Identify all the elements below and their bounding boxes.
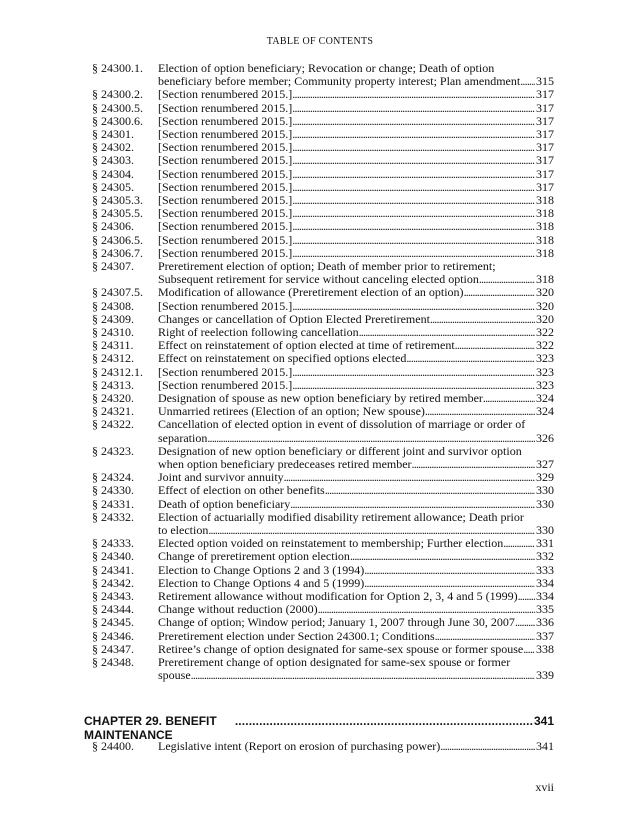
leader-dots: [520, 75, 535, 88]
leader-dots: [207, 432, 535, 445]
page-ref: 334: [536, 575, 554, 590]
section-title: Election of option beneficiary; Revocation or change; Death of option: [158, 61, 495, 75]
section-title: [Section renumbered 2015.]: [158, 140, 293, 155]
section-number: § 24312.1.: [92, 364, 143, 379]
leader-dots: [364, 564, 535, 577]
page-ref: 332: [536, 549, 554, 564]
section-title: spouse: [158, 668, 191, 683]
section-title: beneficiary before member; Community property interest; Plan amendment: [158, 74, 521, 89]
section-number: § 24305.: [92, 179, 134, 194]
leader-dots: [515, 616, 535, 629]
leader-dots: [292, 141, 535, 154]
section-number: § 24323.: [92, 443, 134, 458]
section-title: Change of preretirement option election: [158, 549, 350, 564]
leader-dots: [350, 550, 535, 563]
section-number: § 24320.: [92, 391, 134, 405]
page-ref: 317: [536, 153, 554, 168]
leader-dots: [518, 590, 535, 603]
page-ref: 315: [536, 74, 554, 89]
section-title: Joint and survivor annuity: [158, 470, 284, 485]
section-number: § 24322.: [92, 417, 134, 432]
section-number: § 24306.: [92, 219, 134, 234]
leader-dots: [464, 286, 535, 299]
section-number: § 24400.: [92, 739, 134, 753]
section-number: § 24310.: [92, 325, 134, 339]
section-title: Unmarried retirees (Election of an option; New spouse): [158, 404, 425, 419]
page-ref: 317: [536, 166, 554, 181]
section-title: Effect on reinstatement on specified options elected: [158, 351, 407, 366]
section-title: Modification of allowance (Preretirement election of an option): [158, 285, 464, 300]
page-ref: 317: [536, 100, 554, 115]
leader-dots: [191, 669, 535, 682]
page-ref: 336: [536, 615, 554, 630]
section-title: [Section renumbered 2015.]: [158, 245, 293, 260]
section-title: [Section renumbered 2015.]: [158, 206, 293, 221]
leader-dots: [503, 537, 535, 550]
page-ref: 320: [536, 311, 554, 326]
page-ref: 323: [536, 377, 554, 392]
section-title: [Section renumbered 2015.]: [158, 377, 293, 392]
section-title: Retiree’s change of option designated for same-sex spouse or former spouse: [158, 641, 524, 656]
section-number: § 24305.3.: [92, 193, 143, 207]
leader-dots: [292, 154, 535, 167]
section-number: § 24306.7.: [92, 245, 143, 260]
leader-dots: [425, 405, 535, 418]
leader-dots: [435, 630, 535, 643]
leader-dots: [325, 484, 535, 497]
section-number: § 24311.: [92, 338, 134, 353]
section-number: § 24343.: [92, 589, 134, 603]
section-title: Retirement allowance without modification for Option 2, 3, 4 and 5 (1999): [158, 589, 518, 603]
page-ref: 318: [536, 219, 554, 234]
leader-dots: [440, 740, 535, 753]
section-number: § 24324.: [92, 470, 134, 485]
page-ref: 320: [536, 285, 554, 300]
section-title: Changes or cancellation of Option Elected Preretirement: [158, 311, 430, 326]
section-title: Elected option voided on reinstatement to membership; Further election: [158, 536, 504, 551]
page-ref: 318: [536, 232, 554, 247]
page-ref: 317: [536, 87, 554, 102]
section-number: § 24346.: [92, 628, 134, 643]
chapter-page: 341: [533, 714, 554, 728]
section-number: § 24331.: [92, 496, 134, 511]
section-number: § 24307.5.: [92, 285, 143, 300]
page-ref: 324: [536, 404, 554, 419]
section-title: Subsequent retirement for service without canceling elected option: [158, 272, 479, 287]
section-title: Preretirement election under Section 24300.1; Conditions: [158, 628, 435, 643]
leader-dots: [292, 168, 535, 181]
section-number: § 24308.: [92, 298, 134, 313]
section-title: Designation of new option beneficiary or different joint and survivor option: [158, 443, 522, 458]
leader-dots: [455, 339, 535, 352]
section-title: Legislative intent (Report on erosion of purchasing power): [158, 739, 441, 753]
section-number: § 24307.: [92, 259, 134, 273]
section-number: § 24313.: [92, 377, 134, 392]
section-number: § 24333.: [92, 536, 134, 551]
section-number: § 24330.: [92, 483, 134, 498]
leader-dots: [292, 128, 535, 141]
leader-dots: [292, 220, 535, 233]
page-ref: 330: [536, 483, 554, 498]
section-title: [Section renumbered 2015.]: [158, 364, 293, 379]
leader-dots: [235, 714, 534, 742]
leader-dots: [523, 643, 535, 656]
leader-dots: [292, 207, 535, 220]
page-ref: 334: [536, 589, 554, 603]
leader-dots: [284, 471, 535, 484]
section-title: Cancellation of elected option in event of dissolution of marriage or order of: [158, 417, 526, 432]
section-title: Election to Change Options 2 and 3 (1994): [158, 562, 365, 577]
leader-dots: [483, 392, 535, 405]
section-number: § 24345.: [92, 615, 134, 630]
section-title: Preretirement change of option designated for same-sex spouse or former: [158, 655, 511, 669]
section-number: § 24300.5.: [92, 100, 143, 115]
section-title: [Section renumbered 2015.]: [158, 100, 293, 115]
section-number: § 24309.: [92, 311, 134, 326]
page-ref: 320: [536, 298, 554, 313]
leader-dots: [479, 273, 535, 286]
page-ref: 337: [536, 628, 554, 643]
leader-dots: [292, 194, 535, 207]
section-number: § 24300.1.: [92, 61, 143, 75]
leader-dots: [364, 577, 535, 590]
page-ref: 318: [536, 245, 554, 260]
page-ref: 317: [536, 113, 554, 128]
page-ref: 318: [536, 193, 554, 207]
leader-dots: [290, 498, 535, 511]
section-title: Change without reduction (2000): [158, 602, 318, 617]
leader-dots: [292, 300, 535, 313]
page-ref: 338: [536, 641, 554, 656]
section-number: § 24341.: [92, 562, 134, 577]
section-number: § 24342.: [92, 575, 134, 590]
leader-dots: [412, 458, 535, 471]
section-number: § 24348.: [92, 655, 134, 669]
page-ref: 327: [536, 457, 554, 471]
section-title: [Section renumbered 2015.]: [158, 219, 293, 234]
section-number: § 24300.6.: [92, 113, 143, 128]
section-title: Death of option beneficiary: [158, 496, 291, 511]
page-ref: 318: [536, 206, 554, 221]
section-title: Right of reelection following cancellation: [158, 325, 359, 339]
leader-dots: [359, 326, 535, 339]
section-title: [Section renumbered 2015.]: [158, 232, 293, 247]
section-title: [Section renumbered 2015.]: [158, 87, 293, 102]
section-number: § 24304.: [92, 166, 134, 181]
section-title: [Section renumbered 2015.]: [158, 298, 293, 313]
page-ref: 330: [536, 523, 554, 537]
section-number: § 24312.: [92, 351, 134, 366]
section-title: to election: [158, 523, 209, 537]
section-number: § 24301.: [92, 127, 134, 141]
section-number: § 24306.5.: [92, 232, 143, 247]
section-title: [Section renumbered 2015.]: [158, 179, 293, 194]
page-ref: 322: [536, 338, 554, 353]
leader-dots: [430, 313, 535, 326]
leader-dots: [292, 247, 535, 260]
section-title: separation: [158, 430, 208, 445]
chapter-title: CHAPTER 29. BENEFIT MAINTENANCE: [84, 714, 217, 742]
leader-dots: [406, 352, 535, 365]
page-ref: 331: [536, 536, 554, 551]
section-title: Designation of spouse as new option beneficiary by retired member: [158, 391, 483, 405]
page-ref: 329: [536, 470, 554, 485]
page-ref: 323: [536, 364, 554, 379]
page-ref: 317: [536, 179, 554, 194]
running-header: TABLE OF CONTENTS: [266, 36, 374, 47]
section-number: § 24332.: [92, 509, 134, 524]
leader-dots: [292, 102, 535, 115]
section-title: Effect of election on other benefits: [158, 483, 325, 498]
section-title: when option beneficiary predeceases retired member: [158, 457, 412, 471]
page-ref: 339: [536, 668, 554, 683]
page-ref: 317: [536, 140, 554, 155]
section-number: § 24340.: [92, 549, 134, 564]
page-ref: 317: [536, 127, 554, 141]
page-ref: 341: [536, 739, 554, 753]
leader-dots: [292, 379, 535, 392]
leader-dots: [292, 115, 535, 128]
section-number: § 24302.: [92, 140, 134, 155]
section-title: [Section renumbered 2015.]: [158, 113, 293, 128]
leader-dots: [292, 366, 535, 379]
page-number: xvii: [535, 780, 554, 794]
section-title: Preretirement election of option; Death of member prior to retirement;: [158, 259, 496, 273]
section-number: § 24321.: [92, 404, 134, 419]
page-ref: 323: [536, 351, 554, 366]
leader-dots: [292, 88, 535, 101]
page-ref: 335: [536, 602, 554, 617]
section-title: [Section renumbered 2015.]: [158, 127, 293, 141]
page-ref: 326: [536, 430, 554, 445]
section-number: § 24347.: [92, 641, 134, 656]
section-title: Change of option; Window period; January 1, 2007 through June 30, 2007: [158, 615, 515, 630]
page-ref: 333: [536, 562, 554, 577]
page-ref: 330: [536, 496, 554, 511]
page-ref: 324: [536, 391, 554, 405]
section-number: § 24305.5.: [92, 206, 143, 221]
leader-dots: [292, 234, 535, 247]
leader-dots: [318, 603, 535, 616]
section-number: § 24303.: [92, 153, 134, 168]
section-title: Election of actuarially modified disability retirement allowance; Death prior: [158, 509, 524, 524]
section-title: Effect on reinstatement of option elected at time of retirement: [158, 338, 455, 353]
page-ref: 318: [536, 272, 554, 287]
page-ref: 322: [536, 325, 554, 339]
section-title: Election to Change Options 4 and 5 (1999): [158, 575, 365, 590]
section-title: [Section renumbered 2015.]: [158, 153, 293, 168]
leader-dots: [208, 524, 535, 537]
leader-dots: [292, 181, 535, 194]
section-title: [Section renumbered 2015.]: [158, 193, 293, 207]
section-title: [Section renumbered 2015.]: [158, 166, 293, 181]
chapter-heading: [84, 714, 554, 742]
section-number: § 24300.2.: [92, 87, 143, 102]
section-number: § 24344.: [92, 602, 134, 617]
